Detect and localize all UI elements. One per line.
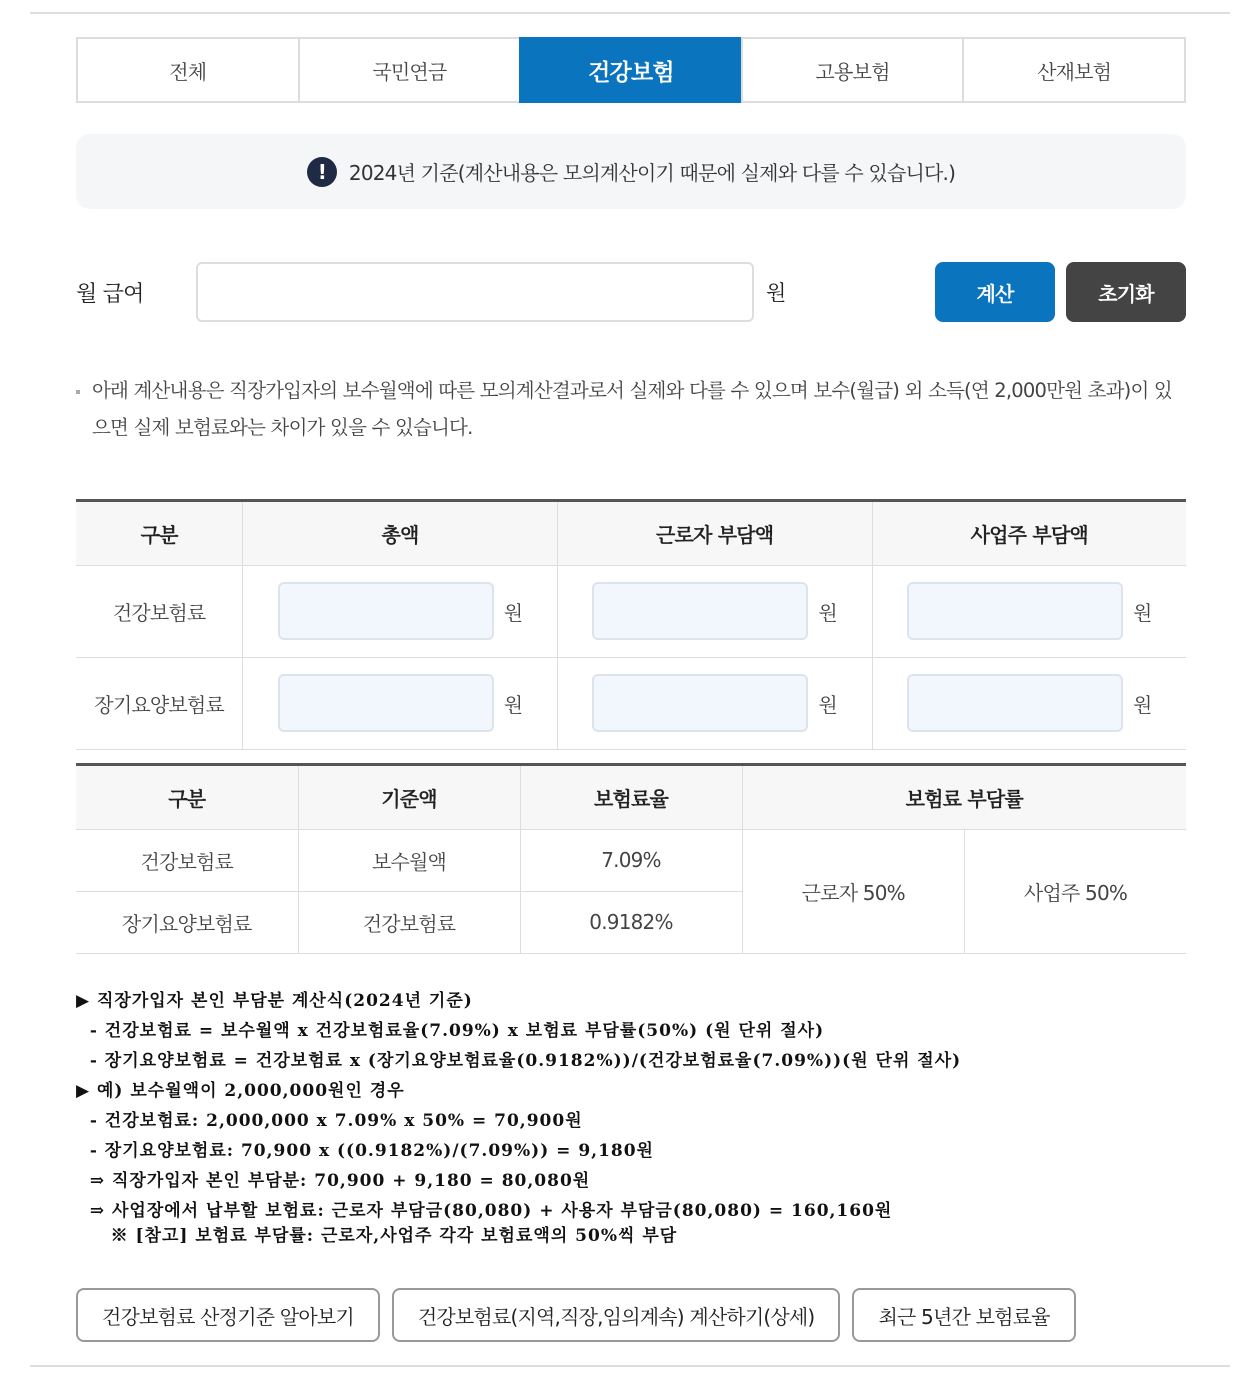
col-header: 보험료율 — [520, 766, 742, 829]
unit: 원 — [503, 600, 523, 625]
formula-line: ※ [참고] 보험료 부담률: 근로자,사업주 각각 보험료액의 50%씩 부담 — [76, 1226, 678, 1246]
employer-share: 사업주 50% — [965, 829, 1186, 953]
unit: 원 — [503, 692, 523, 717]
ltc-worker-output — [592, 674, 808, 732]
table-row — [76, 657, 1186, 749]
insurance-tabs — [76, 37, 1186, 103]
unit: 원 — [818, 600, 837, 625]
notice-box — [76, 134, 1186, 209]
row-label: 건강보험료 — [76, 829, 298, 891]
formula-line: - 장기요양보험료 = 건강보험료 x (장기요양보험료율(0.9182%))/(건강보험료율(7.09%))(원 단위 절사) — [76, 1051, 962, 1071]
tab-employment-insurance[interactable]: 고용보험 — [741, 37, 965, 103]
worker-share: 근로자 50% — [742, 829, 965, 953]
col-header: 총액 — [243, 502, 558, 565]
formula-line: - 건강보험료 = 보수월액 x 건강보험료율(7.09%) x 보험료 부담률(50%) (원 단위 절사) — [76, 1021, 825, 1041]
rate: 7.09% — [520, 829, 742, 891]
ltc-employer-output — [907, 674, 1123, 732]
five-year-rates-link[interactable]: 최근 5년간 보험료율 — [852, 1288, 1075, 1342]
salary-unit: 원 — [766, 281, 786, 305]
salary-label: 월 급여 — [76, 281, 144, 307]
unit: 원 — [818, 692, 837, 717]
related-links — [76, 1288, 1186, 1342]
col-header: 구분 — [76, 766, 298, 829]
health-employer-output — [907, 582, 1123, 640]
formula-line: - 장기요양보험료: 70,900 x ((0.9182%)/(7.09%)) = 9,180원 — [76, 1141, 654, 1161]
detailed-calculator-link[interactable]: 건강보험료(지역,직장,임의계속) 계산하기(상세) — [392, 1288, 841, 1342]
top-divider — [30, 12, 1230, 14]
formula-line: ▶ 직장가입자 본인 부담분 계산식(2024년 기준) — [76, 991, 473, 1011]
unit: 원 — [1132, 692, 1152, 717]
tab-industrial-accident[interactable]: 산재보험 — [962, 37, 1186, 103]
base-amount: 건강보험료 — [298, 891, 520, 953]
result-table — [76, 499, 1186, 750]
disclaimer-note: 아래 계산내용은 직장가입자의 보수월액에 따른 모의계산결과로서 실제와 다를 수 있으며 보수(월급) 외 소득(연 2,000만원 초과)이 있으면 실제 보험료와는 차이가 있을 수 있습니다. — [76, 372, 1186, 446]
tab-all[interactable]: 전체 — [76, 37, 300, 103]
salary-input[interactable] — [196, 262, 754, 322]
health-total-output — [278, 582, 494, 640]
reset-button[interactable]: 초기화 — [1066, 262, 1186, 322]
table-row — [76, 565, 1186, 657]
col-header: 기준액 — [298, 766, 520, 829]
rate: 0.9182% — [520, 891, 742, 953]
health-worker-output — [592, 582, 808, 640]
unit: 원 — [1132, 600, 1152, 625]
col-header: 사업주 부담액 — [872, 502, 1186, 565]
bottom-divider — [30, 1365, 1230, 1367]
row-label: 건강보험료 — [76, 565, 243, 657]
formula-section — [76, 986, 1186, 1246]
tab-national-pension[interactable]: 국민연금 — [298, 37, 522, 103]
table-row — [76, 829, 1186, 891]
formula-line: ⇒ 직장가입자 본인 부담분: 70,900 + 9,180 = 80,080원 — [76, 1171, 591, 1191]
col-header: 보험료 부담률 — [742, 766, 1186, 829]
row-label: 장기요양보험료 — [76, 891, 298, 953]
row-label: 장기요양보험료 — [76, 657, 243, 749]
col-header: 구분 — [76, 502, 243, 565]
formula-line: ⇒ 사업장에서 납부할 보험료: 근로자 부담금(80,080) + 사용자 부담금(80,080) = 160,160원 — [76, 1201, 893, 1221]
formula-line: ▶ 예) 보수월액이 2,000,000원인 경우 — [76, 1081, 405, 1101]
formula-line: - 건강보험료: 2,000,000 x 7.09% x 50% = 70,900원 — [76, 1111, 583, 1131]
premium-criteria-link[interactable]: 건강보험료 산정기준 알아보기 — [76, 1288, 380, 1342]
notice-text: 2024년 기준(계산내용은 모의계산이기 때문에 실제와 다를 수 있습니다.) — [348, 161, 956, 185]
exclamation-icon: ! — [307, 157, 337, 187]
col-header: 근로자 부담액 — [557, 502, 872, 565]
salary-row — [76, 262, 1186, 322]
rate-table — [76, 763, 1186, 954]
calculate-button[interactable]: 계산 — [935, 262, 1055, 322]
base-amount: 보수월액 — [298, 829, 520, 891]
ltc-total-output — [278, 674, 494, 732]
tab-health-insurance[interactable]: 건강보험 — [519, 37, 743, 103]
